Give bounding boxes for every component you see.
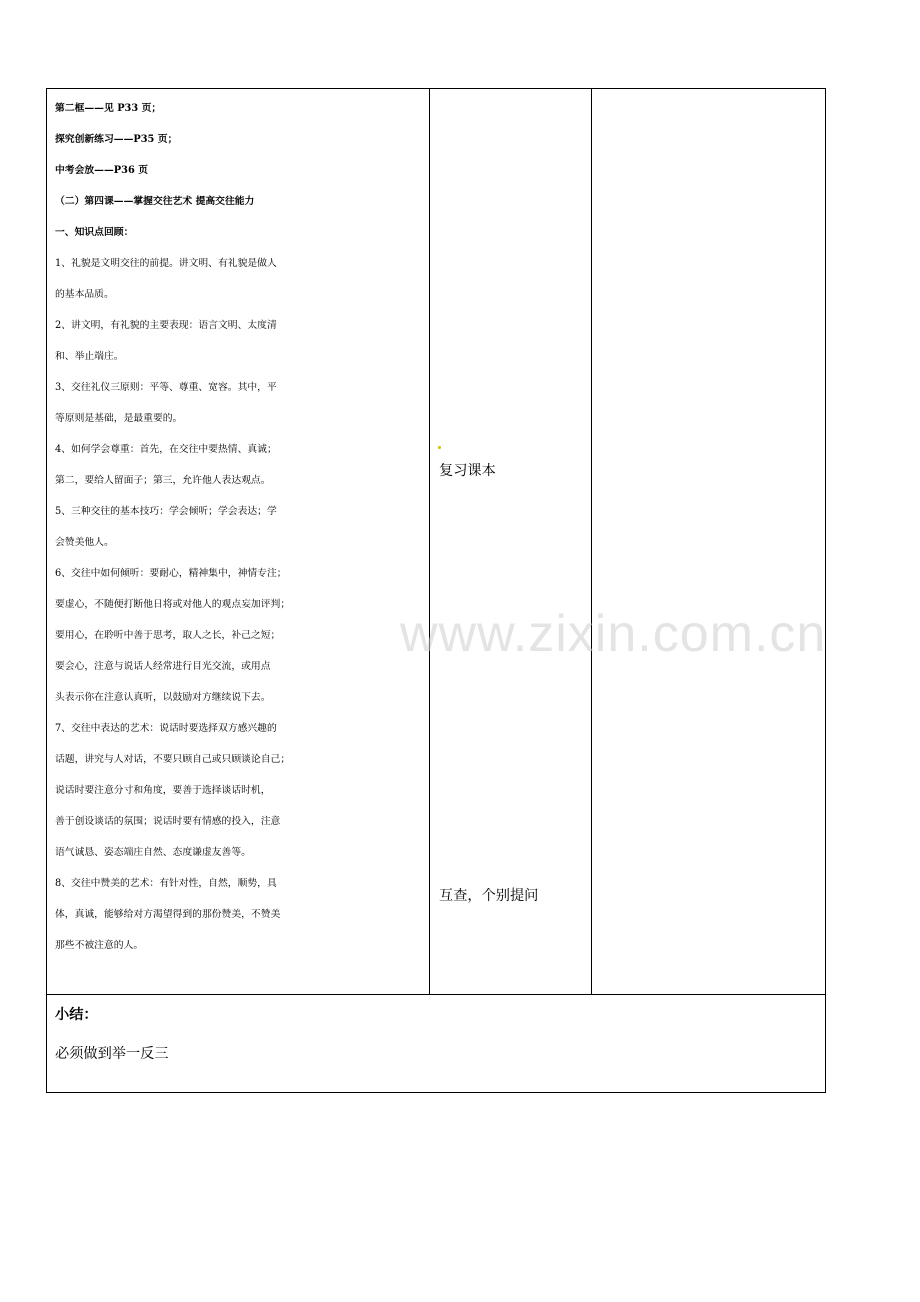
knowledge-line: 一、知识点回顾： (55, 227, 134, 238)
knowledge-line: （二）第四课——掌握交往艺术 提高交往能力 (55, 196, 255, 207)
knowledge-line: 语气诚恳、姿态端庄自然、态度谦虚友善等。 (55, 847, 251, 858)
knowledge-line: 体，真诚，能够给对方渴望得到的那份赞美，不赞美 (55, 909, 281, 920)
knowledge-line: 中考会放——P36 页 (55, 165, 148, 176)
table-row-content (47, 89, 825, 995)
knowledge-line: 第二，要给人留面子；第三，允许他人表达观点。 (55, 475, 271, 486)
knowledge-line: 要会心，注意与说话人经常进行目光交流，或用点 (55, 661, 271, 672)
knowledge-column (47, 89, 430, 994)
knowledge-line: 4、如何学会尊重：首先，在交往中要热情、真诚； (55, 444, 277, 455)
knowledge-line: 1、礼貌是文明交往的前提。讲文明、有礼貌是做人 (55, 258, 277, 269)
knowledge-line: 那些不被注意的人。 (55, 940, 144, 951)
table-row-summary (47, 995, 825, 1092)
knowledge-line: 说话时要注意分寸和角度，要善于选择谈话时机， (55, 785, 271, 796)
knowledge-line: 头表示你在注意认真听，以鼓励对方继续说下去。 (55, 692, 271, 703)
knowledge-line: 要用心，在聆听中善于思考，取人之长，补己之短； (55, 630, 281, 641)
knowledge-line: 5、三种交往的基本技巧：学会倾听；学会表达；学 (55, 506, 277, 517)
activity-column (430, 89, 592, 994)
knowledge-line: 3、交往礼仪三原则：平等、尊重、宽容。其中，平 (55, 382, 277, 393)
lesson-table (46, 88, 826, 1093)
knowledge-line: 8、交往中赞美的艺术：有针对性，自然，顺势，具 (55, 878, 277, 889)
summary-text: 必须做到举一反三 (55, 1046, 169, 1062)
peer-check-text: 互查，个别提问 (439, 888, 539, 904)
knowledge-line: 第二框——见 P33 页； (55, 103, 162, 114)
knowledge-line: 6、交往中如何倾听：要耐心，精神集中，神情专注； (55, 568, 287, 579)
review-textbook-text: 复习课本 (439, 463, 496, 479)
knowledge-line: 善于创设谈话的氛围；说话时要有情感的投入，注意 (55, 816, 281, 827)
knowledge-line: 2、讲文明，有礼貌的主要表现：语言文明、太度清 (55, 320, 277, 331)
knowledge-line: 等原则是基础，是最重要的。 (55, 413, 183, 424)
knowledge-line: 7、交往中表达的艺术：说话时要选择双方感兴趣的 (55, 723, 277, 734)
notes-column (592, 89, 825, 994)
watermark: www.zixin.com.cn (400, 605, 827, 663)
knowledge-line: 的基本品质。 (55, 289, 114, 300)
ink-dot (438, 446, 441, 449)
summary-label: 小结： (55, 1007, 98, 1023)
knowledge-line: 会赞美他人。 (55, 537, 114, 548)
knowledge-line: 和、举止端庄。 (55, 351, 124, 362)
knowledge-line: 要虚心，不随便打断他日将或对他人的观点妄加评判； (55, 599, 291, 610)
knowledge-line: 话题，讲究与人对话，不要只顾自己或只顾谈论自己； (55, 754, 291, 765)
knowledge-line: 探究创新练习——P35 页； (55, 134, 178, 145)
